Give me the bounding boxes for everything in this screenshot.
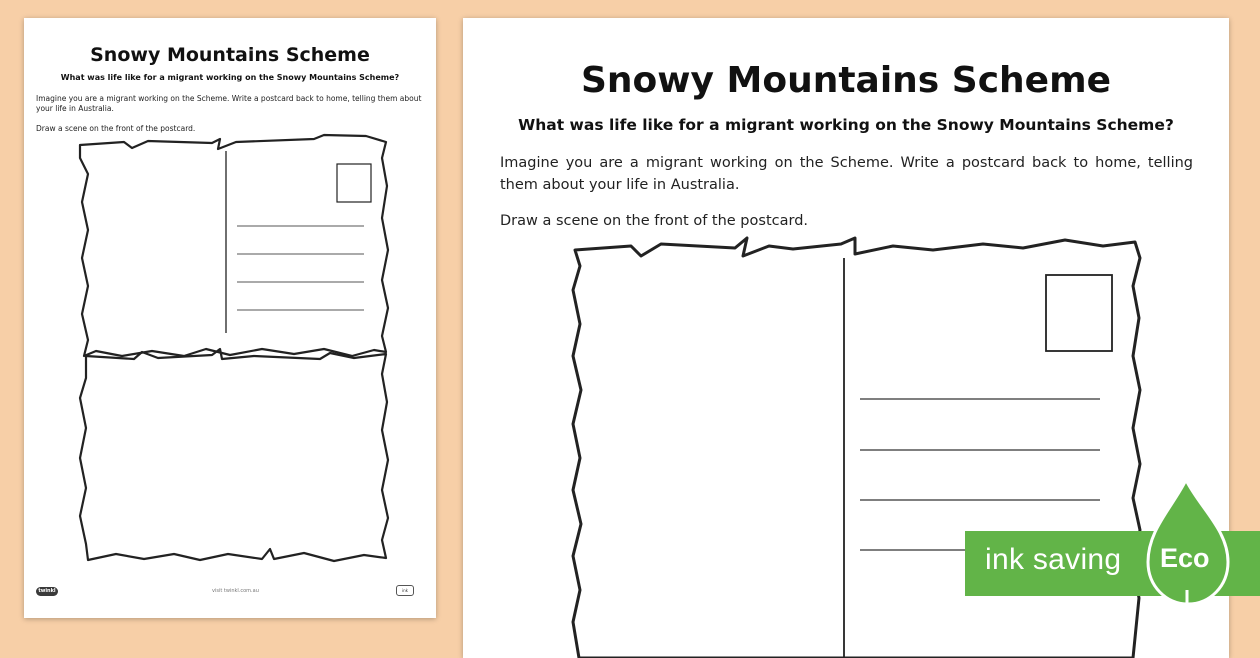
- footer-ink-badge: ink: [396, 585, 414, 596]
- stamp-box: [1046, 275, 1112, 351]
- ink-saving-label: ink saving: [985, 543, 1122, 576]
- instruction-2: Draw a scene on the front of the postcard.: [500, 213, 809, 229]
- page-title: Snowy Mountains Scheme: [580, 60, 1112, 101]
- thumbnail-postcards-drawing: [24, 18, 436, 618]
- footer-url: visit twinkl.com.au: [212, 588, 259, 594]
- thumbnail-title: Snowy Mountains Scheme: [90, 44, 370, 66]
- thumbnail-instruction-1: Imagine you are a migrant working on the Scheme. Write a postcard back to home, telling them about your life in Australia.: [36, 94, 422, 114]
- eco-label: Eco: [1160, 543, 1210, 573]
- thumbnail-instruction-2: Draw a scene on the front of the postcard.: [36, 124, 196, 133]
- page-subtitle: What was life like for a migrant working on the Snowy Mountains Scheme?: [518, 116, 1174, 134]
- instruction-1: Imagine you are a migrant working on the Scheme. Write a postcard back to home, telling them about your life in Australia.: [500, 155, 1193, 194]
- thumbnail-postcard-back-outline: [80, 135, 388, 356]
- thumbnail-subtitle: What was life like for a migrant working on the Snowy Mountains Scheme?: [60, 73, 400, 82]
- thumbnail-postcard-front-outline: [80, 349, 388, 561]
- worksheet-thumbnail[interactable]: [24, 18, 436, 618]
- twinkl-logo: twinkl: [36, 587, 58, 596]
- thumbnail-stamp-box: [337, 164, 371, 202]
